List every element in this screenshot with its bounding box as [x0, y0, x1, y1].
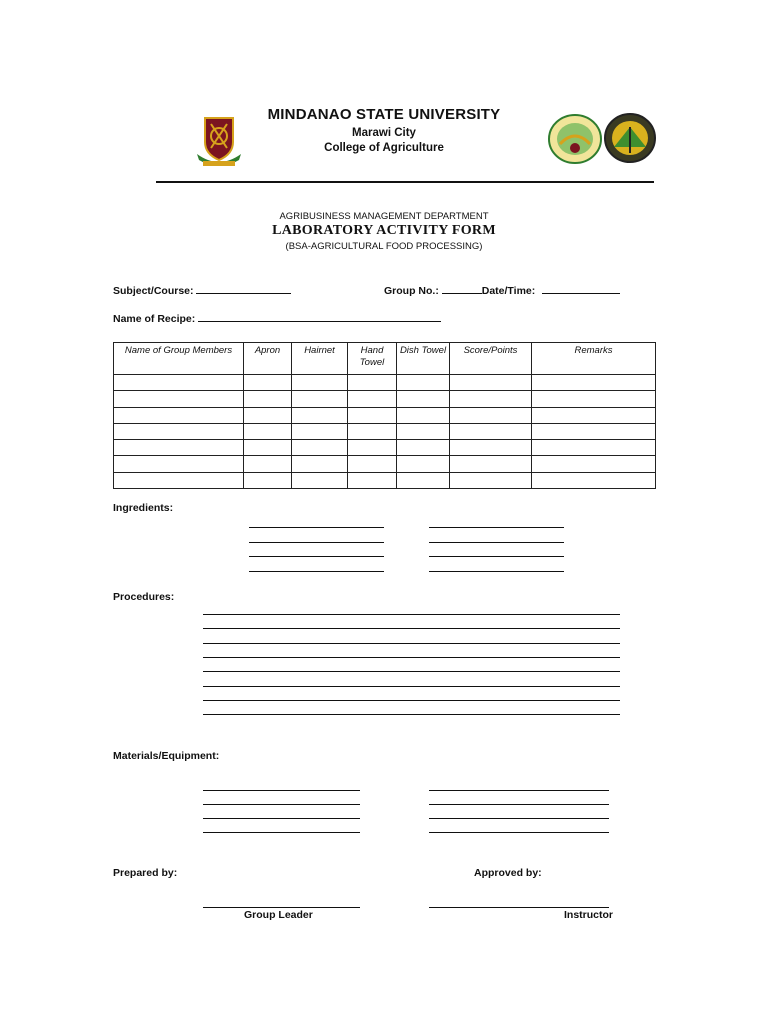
table-cell[interactable] — [292, 440, 348, 456]
table-cell[interactable] — [532, 456, 656, 472]
blank-line[interactable] — [249, 542, 384, 543]
table-cell[interactable] — [532, 472, 656, 488]
table-row — [114, 440, 656, 456]
table-cell[interactable] — [397, 440, 450, 456]
column-header: Score/Points — [450, 343, 532, 375]
recipe-blank[interactable] — [198, 311, 441, 322]
table-row — [114, 407, 656, 423]
table-cell[interactable] — [114, 391, 244, 407]
blank-line[interactable] — [429, 542, 564, 543]
blank-line[interactable] — [203, 643, 620, 644]
table-cell[interactable] — [532, 423, 656, 439]
college-name: College of Agriculture — [324, 142, 444, 154]
blank-line[interactable] — [249, 556, 384, 557]
table-cell[interactable] — [244, 456, 292, 472]
table-cell[interactable] — [292, 472, 348, 488]
blank-line[interactable] — [249, 527, 384, 528]
table-cell[interactable] — [114, 456, 244, 472]
table-cell[interactable] — [348, 407, 397, 423]
table-cell[interactable] — [532, 407, 656, 423]
approved-by-label: Approved by: — [474, 867, 542, 879]
blank-line[interactable] — [203, 671, 620, 672]
subject-blank[interactable] — [196, 283, 291, 294]
column-header: Hand Towel — [348, 343, 397, 375]
table-cell[interactable] — [292, 456, 348, 472]
table-cell[interactable] — [244, 391, 292, 407]
table-cell[interactable] — [348, 391, 397, 407]
table-cell[interactable] — [244, 472, 292, 488]
program-name: (BSA-AGRICULTURAL FOOD PROCESSING) — [285, 241, 483, 252]
table-header-row — [114, 343, 656, 375]
recipe-field — [113, 311, 441, 325]
blank-line[interactable] — [203, 700, 620, 701]
table-cell[interactable] — [450, 407, 532, 423]
column-header: Dish Towel — [397, 343, 450, 375]
subject-label: Subject/Course: — [113, 285, 194, 297]
table-cell[interactable] — [244, 440, 292, 456]
table-cell[interactable] — [450, 391, 532, 407]
recipe-label: Name of Recipe: — [113, 313, 196, 325]
table-cell[interactable] — [114, 472, 244, 488]
blank-line[interactable] — [203, 628, 620, 629]
table-cell[interactable] — [532, 391, 656, 407]
table-cell[interactable] — [292, 407, 348, 423]
blank-line[interactable] — [203, 804, 360, 805]
table-cell[interactable] — [532, 440, 656, 456]
table-cell[interactable] — [450, 375, 532, 391]
table-cell[interactable] — [532, 375, 656, 391]
blank-line[interactable] — [203, 714, 620, 715]
column-header: Name of Group Members — [114, 343, 244, 375]
header-divider — [156, 181, 654, 183]
date-blank[interactable] — [542, 283, 620, 294]
table-cell[interactable] — [450, 472, 532, 488]
instructor-caption: Instructor — [564, 909, 614, 921]
group-blank[interactable] — [442, 283, 482, 294]
table-cell[interactable] — [450, 456, 532, 472]
ingredients-label: Ingredients: — [113, 502, 174, 514]
table-cell[interactable] — [292, 375, 348, 391]
prepared-by-label: Prepared by: — [113, 867, 178, 879]
table-cell[interactable] — [397, 375, 450, 391]
department-name: AGRIBUSINESS MANAGEMENT DEPARTMENT — [279, 211, 489, 222]
table-cell[interactable] — [348, 472, 397, 488]
table-cell[interactable] — [450, 440, 532, 456]
group-leader-caption: Group Leader — [244, 909, 313, 921]
table-cell[interactable] — [114, 375, 244, 391]
blank-line[interactable] — [429, 571, 564, 572]
group-date-field — [384, 283, 620, 297]
table-row — [114, 423, 656, 439]
prepared-signature-line[interactable] — [203, 907, 360, 908]
blank-line[interactable] — [429, 527, 564, 528]
blank-line[interactable] — [429, 804, 609, 805]
table-row — [114, 375, 656, 391]
group-members-table — [113, 342, 656, 489]
group-label: Group No.: — [384, 285, 439, 297]
city-name: Marawi City — [352, 127, 416, 139]
university-name: MINDANAO STATE UNIVERSITY — [267, 106, 501, 123]
table-cell[interactable] — [348, 456, 397, 472]
blank-line[interactable] — [203, 790, 360, 791]
table-row — [114, 456, 656, 472]
table-cell[interactable] — [292, 391, 348, 407]
table-cell[interactable] — [114, 407, 244, 423]
table-cell[interactable] — [397, 456, 450, 472]
table-cell[interactable] — [397, 391, 450, 407]
table-cell[interactable] — [397, 423, 450, 439]
blank-line[interactable] — [203, 832, 360, 833]
blank-line[interactable] — [429, 556, 564, 557]
table-cell[interactable] — [244, 423, 292, 439]
form-title: LABORATORY ACTIVITY FORM — [272, 223, 496, 238]
blank-line[interactable] — [203, 614, 620, 615]
materials-label: Materials/Equipment: — [113, 750, 220, 762]
table-cell[interactable] — [292, 423, 348, 439]
table-cell[interactable] — [244, 375, 292, 391]
table-cell[interactable] — [348, 423, 397, 439]
date-label: Date/Time: — [481, 285, 536, 297]
blank-line[interactable] — [203, 818, 360, 819]
table-cell[interactable] — [450, 423, 532, 439]
table-cell[interactable] — [114, 440, 244, 456]
column-header: Remarks — [532, 343, 656, 375]
blank-line[interactable] — [429, 818, 609, 819]
blank-line[interactable] — [203, 686, 620, 687]
table-row — [114, 472, 656, 488]
column-header: Apron — [244, 343, 292, 375]
approved-signature-line[interactable] — [429, 907, 609, 908]
table-cell[interactable] — [397, 407, 450, 423]
blank-line[interactable] — [429, 832, 609, 833]
blank-line[interactable] — [203, 657, 620, 658]
column-header: Hairnet — [292, 343, 348, 375]
subject-field — [113, 283, 291, 297]
blank-line[interactable] — [249, 571, 384, 572]
table-cell[interactable] — [397, 472, 450, 488]
table-row — [114, 391, 656, 407]
table-cell[interactable] — [348, 440, 397, 456]
table-cell[interactable] — [114, 423, 244, 439]
table-cell[interactable] — [348, 375, 397, 391]
table-cell[interactable] — [244, 407, 292, 423]
blank-line[interactable] — [429, 790, 609, 791]
procedures-label: Procedures: — [113, 591, 175, 603]
